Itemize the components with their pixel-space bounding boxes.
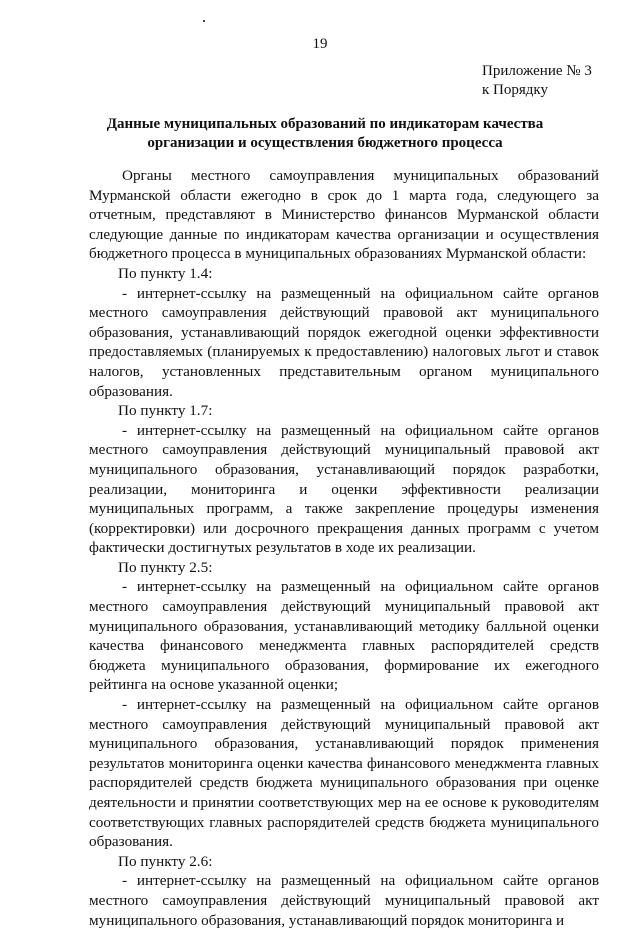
page-number: 19 bbox=[312, 36, 328, 52]
document-title: Данные муниципальных образований по индикаторам качества организации и осуществления бюджетного процесса bbox=[106, 116, 544, 151]
intro-paragraph: Органы местного самоуправления муниципальных образований Мурманской области ежегодно в срок до 1 марта года, следующего за отчетным, представляют в Министерство финансов Мурманской области следующие данные по индикаторам качества организации и осуществления бюджетного процесса в муниципальных образованиях Мурманской области: bbox=[89, 167, 599, 263]
paragraph-2-6-link: - интернет-ссылку на размещенный на официальном сайте органов местного самоуправления действующий муниципальный правовой акт муниципального образования, устанавливающий порядок мониторинга и bbox=[89, 872, 599, 929]
appendix-line-1: Приложение № 3 bbox=[482, 63, 592, 79]
scan-speck bbox=[203, 20, 205, 22]
paragraph-2-5-link-b: - интернет-ссылку на размещенный на официальном сайте органов местного самоуправления действующий муниципальный правовой акт муниципального образования, устанавливающий порядок применения результатов мониторинга оценки качества финансового менеджмента главных распорядителей средств бюджета муниципального образования при оценке деятельности и принятии соответствующих мер на ее основе к руководителям соответствующих главных распорядителей средств бюджета муниципального образования. bbox=[89, 696, 599, 851]
section-heading-2-6: По пункту 2.6: bbox=[118, 852, 213, 870]
appendix-label bbox=[482, 62, 592, 100]
paragraph-1-4-link: - интернет-ссылку на размещенный на официальном сайте органов местного самоуправления действующий правовой акт муниципального образования, устанавливающий порядок ежегодной оценки эффективности предоставляемых (планируемых к предоставлению) налоговых льгот и ставок налогов, установленных представительным органом муниципального образования. bbox=[89, 284, 599, 400]
paragraph-2-5-link-a: - интернет-ссылку на размещенный на официальном сайте органов местного самоуправления действующий муниципальный правовой акт муниципального образования, устанавливающий методику балльной оценки качества финансового менеджмента главных распорядителей средств бюджета муниципального образования, формирование их ежегодного рейтинга на основе указанной оценки; bbox=[89, 578, 599, 694]
section-heading-2-5: По пункту 2.5: bbox=[118, 558, 213, 576]
section-heading-1-7: По пункту 1.7: bbox=[118, 402, 213, 420]
paragraph-1-7-link: - интернет-ссылку на размещенный на официальном сайте органов местного самоуправления действующий муниципальный правовой акт муниципального образования, устанавливающий порядок разработки, реализации, мониторинга и оценки эффективности реализации муниципальных программ, а также закрепление процедуры изменения (корректировки) или досрочного прекращения данных программ с учетом фактически достигнутых результатов в ходе их реализации. bbox=[89, 421, 599, 557]
appendix-line-2: к Порядку bbox=[482, 82, 548, 98]
document-body bbox=[89, 166, 599, 930]
section-heading-1-4: По пункту 1.4: bbox=[118, 264, 213, 282]
